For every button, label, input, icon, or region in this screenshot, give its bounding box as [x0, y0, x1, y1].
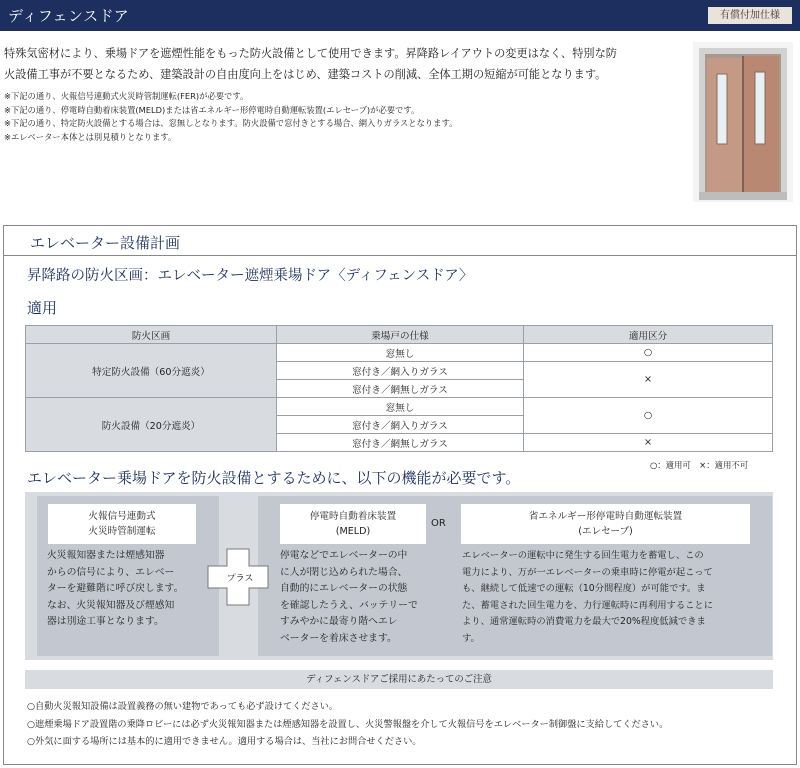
elesave-title: 省エネルギー形停電時自動運転装置	[528, 511, 683, 522]
elesave-description	[462, 548, 754, 648]
note-item: ※下記の通り、火報信号連動式火災時管制運転(FER)が必要です。	[4, 91, 249, 101]
desc-line: ベーターを着床させます。	[280, 632, 397, 644]
desc-line: エレベーターの運転中に発生する回生電力を蓄電し、この	[462, 550, 704, 561]
spec-cell: 窓無し	[277, 398, 524, 416]
mark-cell: ○	[524, 398, 773, 434]
intro-line: 火設備工事が不要となるため、建築設計の自由度向上をはじめ、建築コストの削減、全体工期の短縮が可能となります。	[4, 68, 607, 81]
mark-cell: ×	[524, 434, 773, 452]
spec-cell: 窓無し	[277, 344, 524, 362]
desc-line: 火災報知器または煙感知器	[47, 550, 165, 561]
desc-line: す。	[462, 632, 480, 644]
fer-title: 火報信号連動式	[88, 511, 156, 522]
desc-line: なお、火災報知器及び煙感知	[47, 599, 175, 611]
fer-description	[47, 548, 205, 631]
desc-line: からの信号により、エレベー	[47, 566, 175, 578]
mark-cell: ○	[524, 344, 773, 362]
caution-title: ディフェンスドアご採用にあたってのご注意	[25, 670, 773, 689]
spec-cell: 窓付き／網無しガラス	[277, 434, 524, 452]
spec-cell: 窓付き／網無しガラス	[277, 380, 524, 398]
table-row	[26, 398, 773, 416]
elesave-title: (エレセーブ)	[578, 526, 633, 537]
desc-line: すみやかに最寄り階へエレ	[280, 616, 398, 628]
desc-line: た、蓄電された回生電力を、力行運転時に再利用することに	[462, 599, 714, 611]
desc-line: を確認したうえ、バッテリーで	[280, 599, 418, 611]
note-item: ※下記の通り、停電時自動着床装置(MELD)または省エネルギー形停電時自動運転装置(エレセーブ)が必要です。	[4, 104, 420, 115]
elesave-title-box	[461, 504, 750, 544]
category-cell: 防火設備（20分遮炎）	[26, 398, 277, 452]
defense-door-image	[693, 42, 793, 202]
table-header: 防火区画	[26, 326, 277, 344]
section-subtitle: 昇降路の防火区画：エレベーター遮煙乗場ドア〈ディフェンスドア〉	[27, 268, 474, 284]
desc-line: 停電などでエレベーターの中	[280, 550, 408, 561]
table-header: 乗場戸の仕様	[277, 326, 524, 344]
table-legend: ○：適用可 ×：適用不可	[650, 460, 749, 470]
page-title: ディフェンスドア	[8, 7, 130, 25]
application-title: 適用	[27, 299, 58, 317]
desc-line: も、継続して低速での運転（10分間程度）が可能です。ま	[462, 583, 706, 595]
desc-line: 自動的にエレベーターの状態	[280, 583, 408, 595]
plus-label: プラス	[226, 574, 254, 584]
note-item: ※エレベーター本体とは別見積りとなります。	[4, 131, 177, 142]
table-header: 適用区分	[524, 326, 773, 344]
meld-title-box	[280, 504, 426, 544]
desc-line: ターを避難階に呼び戻します。	[47, 583, 184, 595]
meld-description	[280, 548, 444, 648]
intro-text	[4, 43, 690, 85]
desc-line: 器は別途工事となります。	[47, 616, 164, 628]
meld-title: (MELD)	[335, 526, 371, 537]
intro-line: 特殊気密材により、乗場ドアを遮煙性能をもった防火設備として使用できます。昇降路レイアウトの変更はなく、特別な防	[4, 47, 617, 60]
spec-cell: 窓付き／網入りガラス	[277, 416, 524, 434]
caution-item: ○外気に面する場所には基本的に適用できません。適用する場合は、当社にお問合せください。	[27, 736, 422, 747]
desc-line: に人が閉じ込められた場合、	[280, 566, 408, 578]
divider	[3, 255, 797, 256]
mark-cell: ×	[524, 362, 773, 398]
fer-title: 火災時管制運転	[88, 526, 156, 537]
or-label: OR	[431, 518, 446, 529]
panel-title: エレベーター設備計画	[30, 234, 181, 252]
paid-option-badge: 有償付加仕様	[708, 7, 792, 24]
fer-title-box	[48, 504, 196, 544]
function-title: エレベーター乗場ドアを防火設備とするために、以下の機能が必要です。	[27, 469, 521, 487]
application-table	[25, 325, 773, 452]
desc-line: 電力により、万が一エレベーターの乗車時に停電が起こって	[462, 566, 713, 578]
table-header-row	[26, 326, 773, 344]
notes-list	[4, 90, 604, 144]
table-row	[26, 344, 773, 362]
desc-line: より、通常運転時の消費電力を最大で20%程度低減できま	[462, 616, 706, 628]
category-cell: 特定防火設備（60分遮炎）	[26, 344, 277, 398]
meld-title: 停電時自動着床装置	[309, 511, 397, 522]
caution-item: ○遮煙乗場ドア設置階の乗降ロビーには必ず火災報知器または煙感知器を設置し、火災警報盤を介して火報信号をエレベーター制御盤に支給してください。	[27, 718, 669, 730]
note-item: ※下記の通り、特定防火設備とする場合は、窓無しとなります。防火設備で窓付きとする場合、網入りガラスとなります。	[4, 118, 458, 128]
spec-cell: 窓付き／網入りガラス	[277, 362, 524, 380]
caution-list	[27, 698, 787, 751]
caution-item: ○自動火災報知設備は設置義務の無い建物であっても必ず設けてください。	[27, 701, 339, 712]
